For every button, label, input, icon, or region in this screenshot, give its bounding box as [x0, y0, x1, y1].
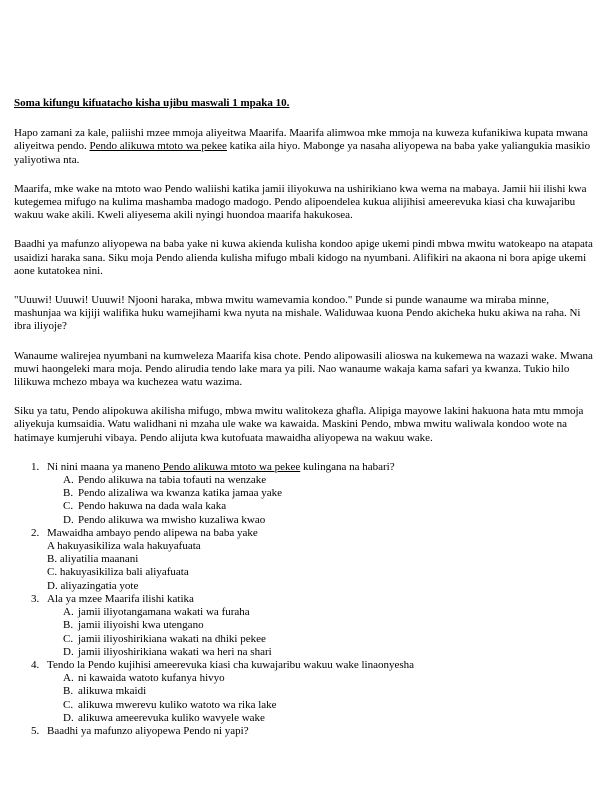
option-text: jamii iliyoshirikiana wakati na dhiki pekee: [78, 632, 266, 645]
option-text: jamii iliyoishi kwa utengano: [78, 619, 204, 632]
option-label: B.: [63, 619, 74, 632]
question-1-option-c: [47, 500, 597, 513]
question-3-number: 3.: [31, 592, 40, 605]
question-5-number: 5.: [31, 724, 40, 737]
option-text: alikuwa mwerevu kuliko watoto wa rika lake: [78, 698, 277, 711]
story-paragraph-2: Maarifa, mke wake na mtoto wao Pendo waliishi katika jamii iliyokuwa na ushirikiano kwa wema na mabaya. Jamii hii ilishi kwa kutegemea mifugo na kulima mashamba madogo madogo. Pendo alipoendelea kukua alijihisi ameerevuka kiasi cha kuwajaribu wakuu wake akili. Kweli aliyesema akili nyingi huondoa maarifa hakukosea.: [14, 182, 587, 222]
question-4-text: Tendo la Pendo kujihisi ameerevuka kiasi cha kuwajaribu wakuu wake linaonyesha: [47, 658, 415, 671]
option-label: D.: [63, 645, 74, 658]
paragraph-1-text-pre: Hapo zamani za kale, paliishi mzee mmoja aliyeitwa Maarifa. Maarifa alimwoa mke mmoja na kuweza kufanikiwa kupata mwana aliyeitwa pendo.: [14, 127, 588, 153]
question-1: [14, 461, 597, 527]
question-2-text: Mawaidha ambayo pendo alipewa na baba yake: [47, 526, 258, 539]
question-3-option-b: [47, 619, 597, 632]
option-label: A.: [63, 606, 74, 619]
question-2-option-a: A hakuyasikiliza wala hakuyafuata: [47, 540, 201, 553]
option-text: Pendo alikuwa na tabia tofauti na wenzake: [78, 474, 267, 487]
question-3-option-a: [47, 606, 597, 619]
option-label: D.: [63, 711, 74, 724]
question-2-number: 2.: [31, 526, 40, 539]
question-1-option-a: [47, 474, 597, 487]
question-2-option-c: C. hakuyasikiliza bali aliyafuata: [47, 566, 189, 579]
option-text: jamii iliyotangamana wakati wa furaha: [78, 606, 250, 619]
question-4-body: [47, 659, 597, 725]
option-label: A.: [63, 672, 74, 685]
option-label: B.: [63, 685, 74, 698]
question-1-option-b: [47, 487, 597, 500]
option-text: alikuwa mkaidi: [78, 685, 147, 698]
question-5-text: Baadhi ya mafunzo aliyopewa Pendo ni yapi?: [47, 724, 249, 737]
question-1-option-d: [47, 514, 597, 527]
question-3-option-d: [47, 646, 597, 659]
question-5-body: [47, 725, 597, 738]
option-label: C.: [63, 698, 74, 711]
question-3-text: Ala ya mzee Maarifa ilishi katika: [47, 592, 194, 605]
question-4-option-c: [47, 699, 597, 712]
question-2: [14, 527, 597, 593]
question-3-option-c: [47, 633, 597, 646]
question-4: [14, 659, 597, 725]
question-5: [14, 725, 597, 738]
option-label: C.: [63, 632, 74, 645]
story-paragraph-1: [14, 127, 597, 167]
option-text: Pendo alizaliwa wa kwanza katika jamaa yake: [78, 487, 283, 500]
paragraph-1-underlined-phrase: Pendo alikuwa mtoto wa pekee: [89, 140, 227, 153]
question-4-option-a: [47, 672, 597, 685]
question-1-underlined-phrase: Pendo alikuwa mtoto wa pekee: [160, 460, 301, 473]
question-1-body: [47, 461, 597, 527]
option-text: ni kawaida watoto kufanya hivyo: [78, 672, 225, 685]
option-label: B.: [63, 487, 74, 500]
option-text: Pendo alikuwa wa mwisho kuzaliwa kwao: [78, 513, 266, 526]
option-text: Pendo hakuwa na dada wala kaka: [78, 500, 227, 513]
question-4-number: 4.: [31, 658, 40, 671]
question-2-option-b: B. aliyatilia maanani: [47, 553, 139, 566]
story-paragraph-5: Wanaume walirejea nyumbani na kumweleza Maarifa kisa chote. Pendo alipowasili alioswa na kukemewa na wazazi wake. Mwana muwi haongeleki mara moja. Pendo alirudia tendo lake mara ya pili. Nao wanaume wakaja kama safari ya kwanza. Tukio hilo lilikuwa mchezo mbaya wa kuchezea watu wazima.: [14, 349, 593, 389]
question-1-number: 1.: [31, 460, 40, 473]
questions-list: [14, 461, 597, 738]
instructions-heading: Soma kifungu kifuatacho kisha ujibu maswali 1 mpaka 10.: [14, 97, 290, 109]
question-3-body: [47, 593, 597, 659]
question-2-option-d: D. aliyazingatia yote: [47, 579, 139, 592]
option-text: alikuwa ameerevuka kuliko wavyele wake: [78, 711, 265, 724]
question-4-option-d: [47, 712, 597, 725]
question-1-text: [47, 461, 597, 474]
story-paragraph-6: Siku ya tatu, Pendo alipokuwa akilisha mifugo, mbwa mwitu walitokeza ghafla. Alipiga mayowe lakini hakuona hata mtu mmoja aliyekuja kumsaidia. Watu walidhani ni mzaha ule wake wa kawaida. Maskini Pendo, mbwa mwitu waliwala kondoo wote na hatimaye kumjeruhi vibaya. Pendo alijuta kwa kutofuata mawaidha aliyopewa na wakuu wake.: [14, 405, 584, 444]
option-label: D.: [63, 513, 74, 526]
question-1-text-post: kulingana na habari?: [300, 460, 395, 473]
question-1-text-pre: Ni nini maana ya maneno: [47, 460, 161, 473]
option-text: jamii iliyoshirikiana wakati wa heri na shari: [78, 645, 272, 658]
question-4-option-b: [47, 685, 597, 698]
story-paragraph-4: "Uuuwi! Uuuwi! Uuuwi! Njooni haraka, mbwa mwitu wamevamia kondoo." Punde si punde wanaume wa miraba minne, mashunjaa wa kijiji walifika huku wamejihami kwa nyuta na mishale. Waliduwaa kuona Pendo akicheka huku akiwa na raha. Ni ibra iliyoje?: [14, 294, 581, 333]
story-paragraph-3: Baadhi ya mafunzo aliyopewa na baba yake ni kuwa akienda kulisha kondoo apige ukemi pindi mbwa mwitu watokeapo na atapata usaidizi haraka sana. Siku moja Pendo alienda kulisha mifugo mbali kidogo na nyumbani. Alifikiri na akaona ni bora apige ukemi aone kutatokea nini.: [14, 238, 593, 277]
paragraph-1-text-post: katika aila hiyo. Mabonge ya nasaha aliyopewa na baba yake yaliangukia masikio yaliyotiwa nta.: [14, 140, 591, 166]
option-label: A.: [63, 474, 74, 487]
option-label: C.: [63, 500, 74, 513]
question-3: [14, 593, 597, 659]
question-2-body: [47, 527, 597, 593]
